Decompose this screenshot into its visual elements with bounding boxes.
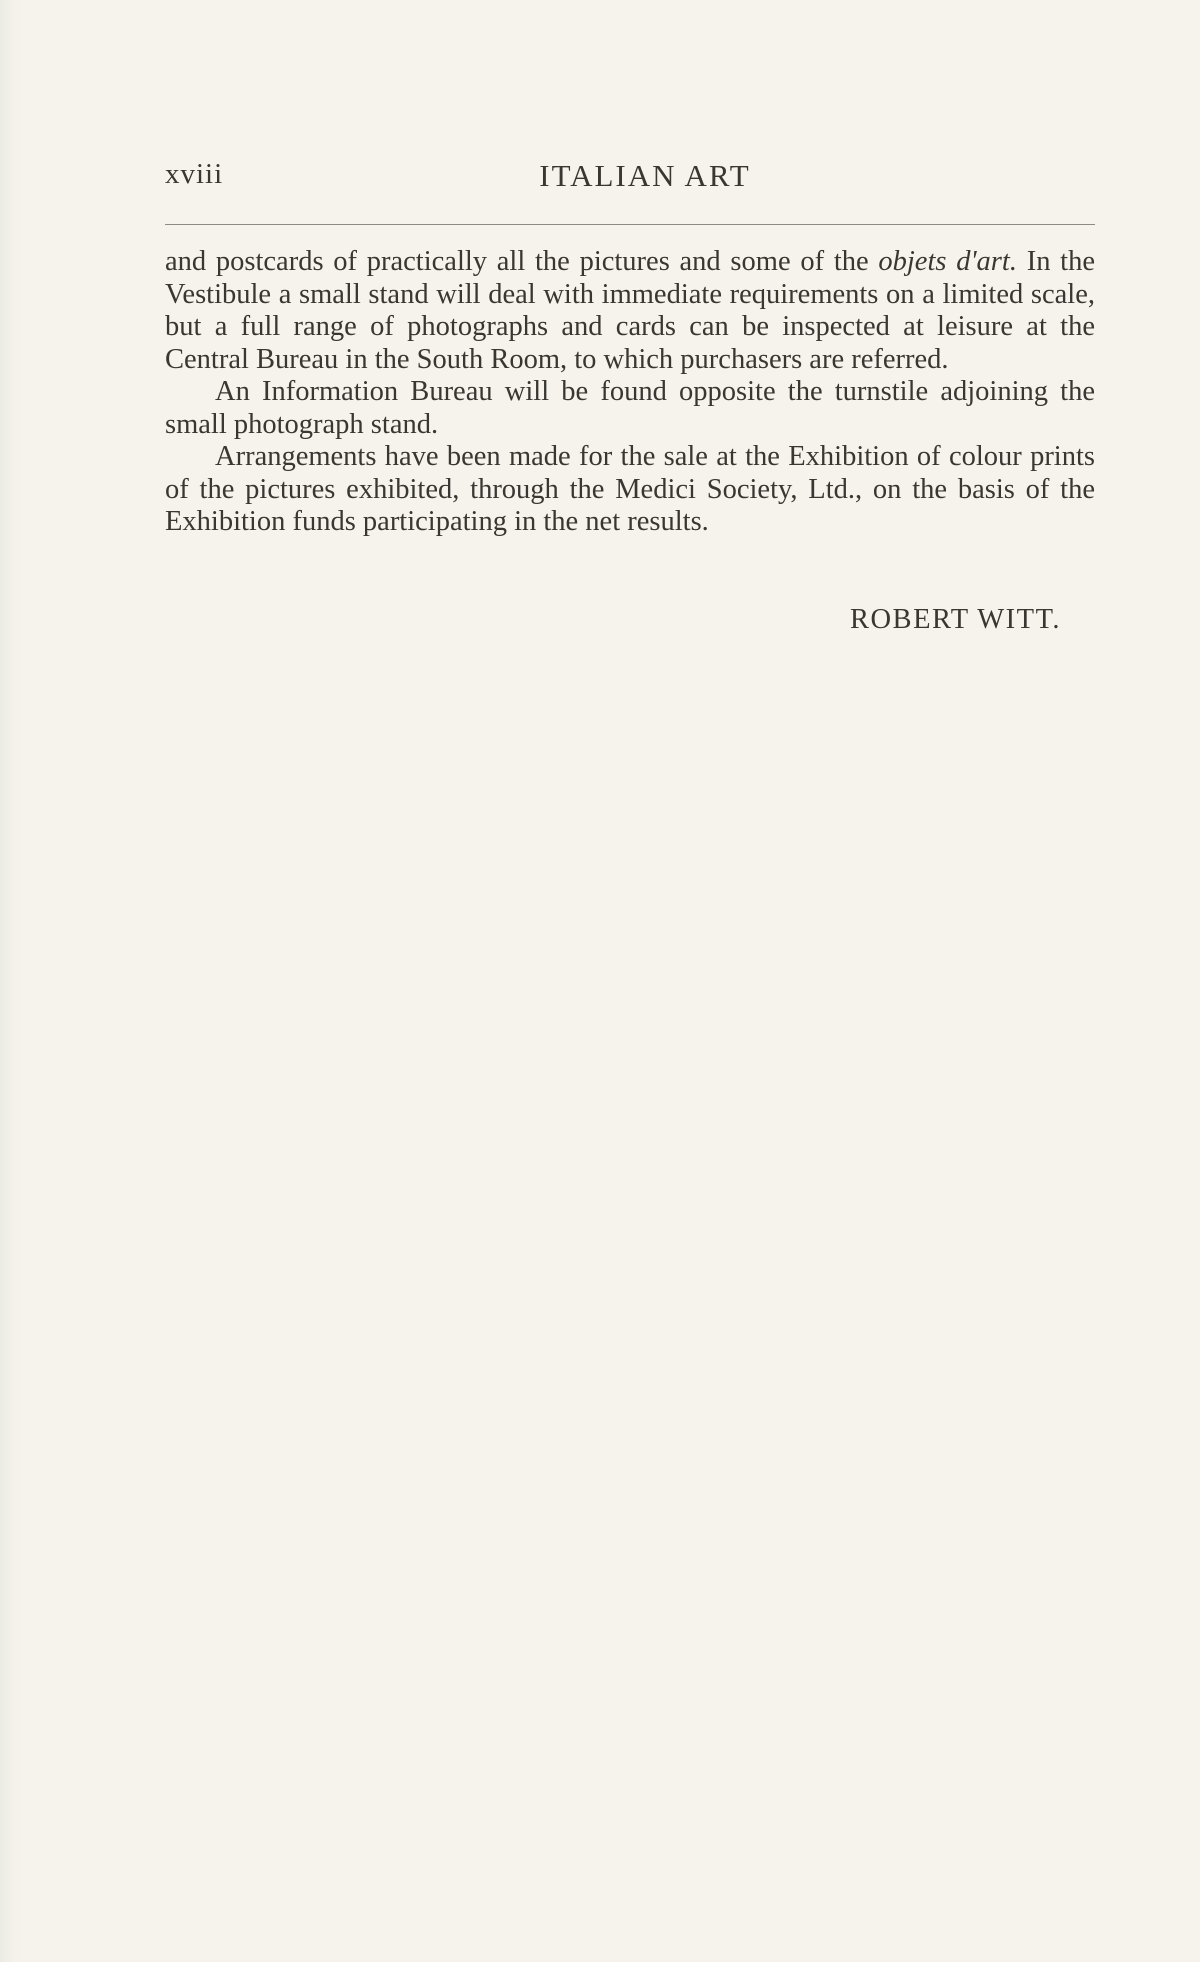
paragraph-2: An Information Bureau will be found opposite the turnstile adjoining the small photograph stand. — [165, 376, 1095, 440]
body-text — [165, 246, 1095, 539]
paragraph-1-end: In the Vestibule a small stand will deal with immediate requirements on a limited scale, but a full range of photographs and cards can be inspected at leisure at the Central Bureau in the South Room, to which purchasers are referred. — [165, 246, 1096, 375]
paragraph-3: Arrangements have been made for the sale at the Exhibition of colour prints of the pictures exhibited, through the Medici Society, Ltd., on the basis of the Exhibition funds participating in the net results. — [165, 441, 1095, 537]
paragraph-1-italic: objets d'art. — [878, 246, 1017, 277]
page-number: xviii — [165, 158, 224, 190]
running-head — [165, 158, 1095, 198]
signature: ROBERT WITT. — [849, 604, 1061, 635]
running-title: ITALIAN ART — [539, 158, 751, 193]
page-edge-shadow — [0, 0, 22, 1962]
header-rule — [165, 224, 1095, 225]
paragraph-1 — [165, 246, 1095, 376]
paragraph-1-start: and postcards of practically all the pictures and some of the — [165, 246, 879, 277]
